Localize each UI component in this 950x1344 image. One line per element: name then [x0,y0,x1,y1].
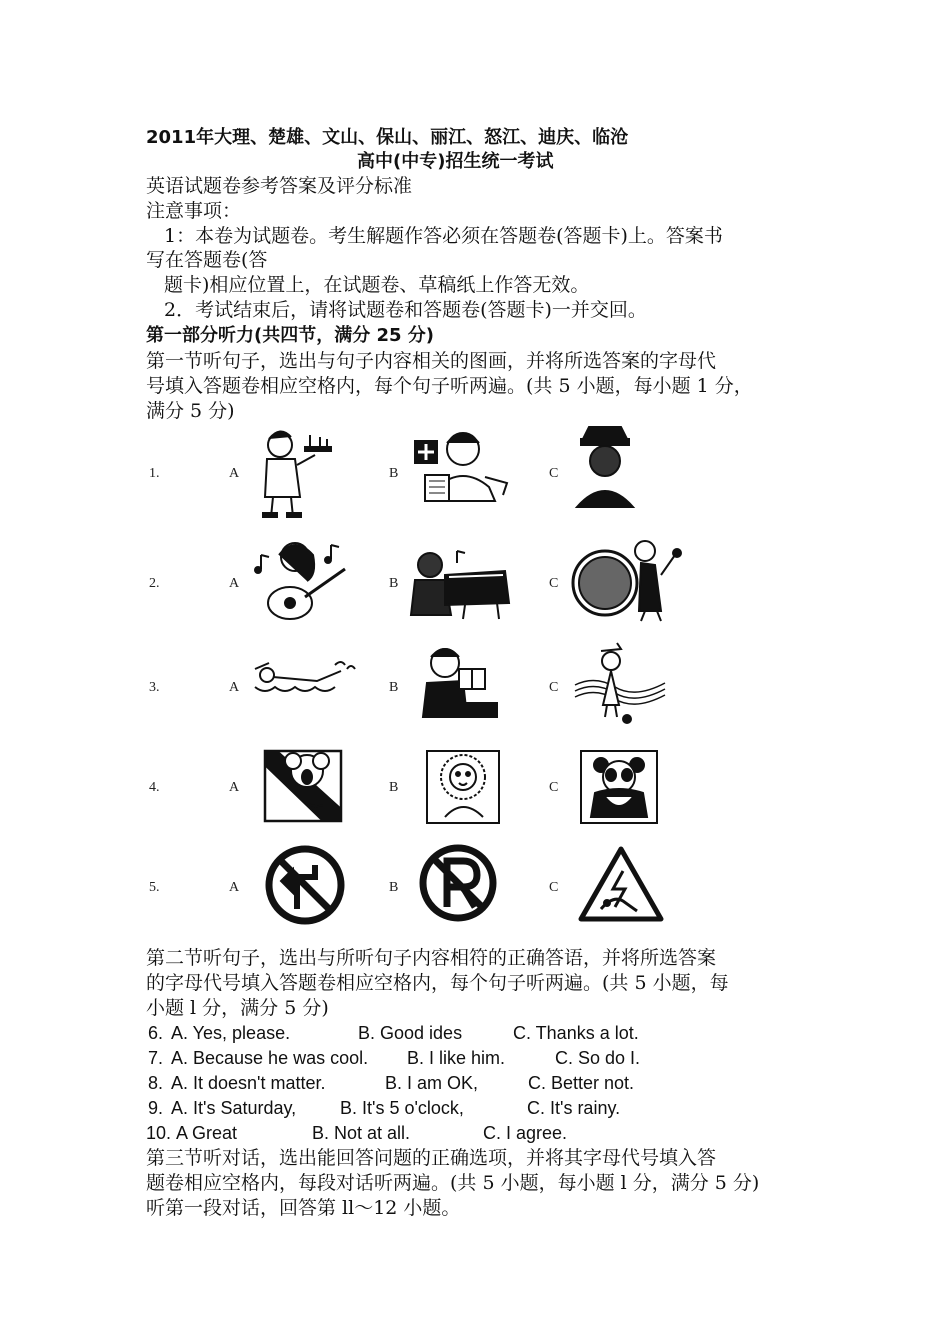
notice-item-2: 2．考试结束后，请将试题卷和答题卷(答题卡)一并交回。 [164,299,647,321]
police-officer-image [577,427,633,507]
option-letter: A [229,680,240,695]
picture-grid-svg [145,425,781,925]
section3-instructions-3: 听第一段对话，回答第 ll～12 小题。 [146,1197,461,1219]
option-letter: B [389,680,399,695]
section1-instructions-1: 第一节听句子，选出与句子内容相关的图画，并将所选答案的字母代 [146,350,717,372]
option-a: A. It doesn't matter. [171,1073,326,1093]
option-letter: C [549,880,559,895]
row-number: 1. [149,466,160,481]
option-letter: C [549,680,559,695]
lion-image [427,751,499,823]
section3-instructions-1: 第三节听对话，选出能回答问题的正确选项，并将其字母代号填入答 [146,1147,717,1169]
picture-row-5 [149,848,661,921]
person-swimming-image [255,662,355,691]
option-letter: C [549,576,559,591]
option-letter: C [549,466,559,481]
part1-heading: 第一部分听力(共四节，满分 25 分) [146,325,435,346]
option-b: B. It's 5 o'clock, [340,1098,464,1118]
section3-instructions-2: 题卷相应空格内，每段对话听两遍。(共 5 小题，每小题 l 分，满分 5 分) [146,1172,760,1194]
option-letter: A [229,576,240,591]
notice-item-1-end: 题卡)相应位置上，在试题卷、草稿纸上作答无效。 [164,274,590,296]
listening-picture-grid [145,425,781,925]
option-letter: A [229,466,240,481]
row-number: 2. [149,576,160,591]
option-letter: C [549,780,559,795]
option-c: C. Better not. [528,1073,635,1093]
waiter-with-tray-image [263,431,331,517]
no-left-turn-sign-image [269,849,341,921]
question-number: 7. [148,1048,164,1068]
option-letter: B [389,880,399,895]
option-a: A. Yes, please. [171,1023,291,1043]
option-b: B. Good ides [358,1023,463,1043]
option-b: B. I like him. [407,1048,506,1068]
row-number: 4. [149,780,160,795]
picture-row-2 [149,541,681,621]
section1-instructions-3: 满分 5 分) [146,400,235,422]
section1-instructions-2: 号填入答题卷相应空格内，每个句子听两遍。(共 5 小题，每小题 1 分， [146,375,753,397]
option-c: C. Thanks a lot. [513,1023,639,1043]
subtitle: 英语试题卷参考答案及评分标准 [146,175,413,197]
no-parking-sign-image [423,848,493,918]
girl-dancing-music-image [575,643,665,723]
option-letter: B [389,466,399,481]
picture-row-4 [149,751,657,823]
option-a: A. Because he was cool. [171,1048,369,1068]
row-number: 5. [149,880,160,895]
picture-row-1 [149,427,633,517]
picture-row-3 [149,643,665,723]
option-letter: B [389,780,399,795]
man-playing-piano-image [411,551,509,619]
notice-heading: 注意事项： [146,200,242,222]
option-b: B. Not at all. [312,1123,411,1143]
row-number: 3. [149,680,160,695]
option-letter: B [389,576,399,591]
title-line-2: 高中(中专)招生统一考试 [357,151,554,172]
man-playing-drum-image [573,541,681,621]
notice-item-1-cont: 写在答题卷(答 [146,249,268,271]
option-c: C. So do I. [555,1048,641,1068]
option-c: C. I agree. [483,1123,568,1143]
question-number: 10. [146,1123,172,1143]
notice-item-1: 1：本卷为试题卷。考生解题作答必须在答题卷(答题卡)上。答案书 [164,225,723,247]
title-line-1: 2011年大理、楚雄、文山、保山、丽江、怒江、迪庆、临沧 [146,127,629,148]
koala-image [265,751,341,821]
boy-reading-image [423,649,497,717]
section2-instructions-1: 第二节听句子，选出与所听句子内容相符的正确答语，并将所选答案 [146,947,717,969]
option-b: B. I am OK, [385,1073,479,1093]
option-c: C. It's rainy. [527,1098,621,1118]
section2-instructions-2: 的字母代号填入答题卷相应空格内，每个句子听两遍。(共 5 小题，每 [146,972,729,994]
question-number: 8. [148,1073,164,1093]
option-letter: A [229,880,240,895]
question-number: 6. [148,1023,164,1043]
option-a: A Great [176,1123,238,1143]
option-letter: A [229,780,240,795]
question-number: 9. [148,1098,164,1118]
girl-playing-guitar-image [255,543,345,619]
option-a: A. It's Saturday, [171,1098,297,1118]
section2-instructions-3: 小题 l 分，满分 5 分) [146,997,329,1019]
electric-danger-sign-image [581,849,661,919]
doctor-image [415,433,507,501]
panda-image [581,751,657,823]
